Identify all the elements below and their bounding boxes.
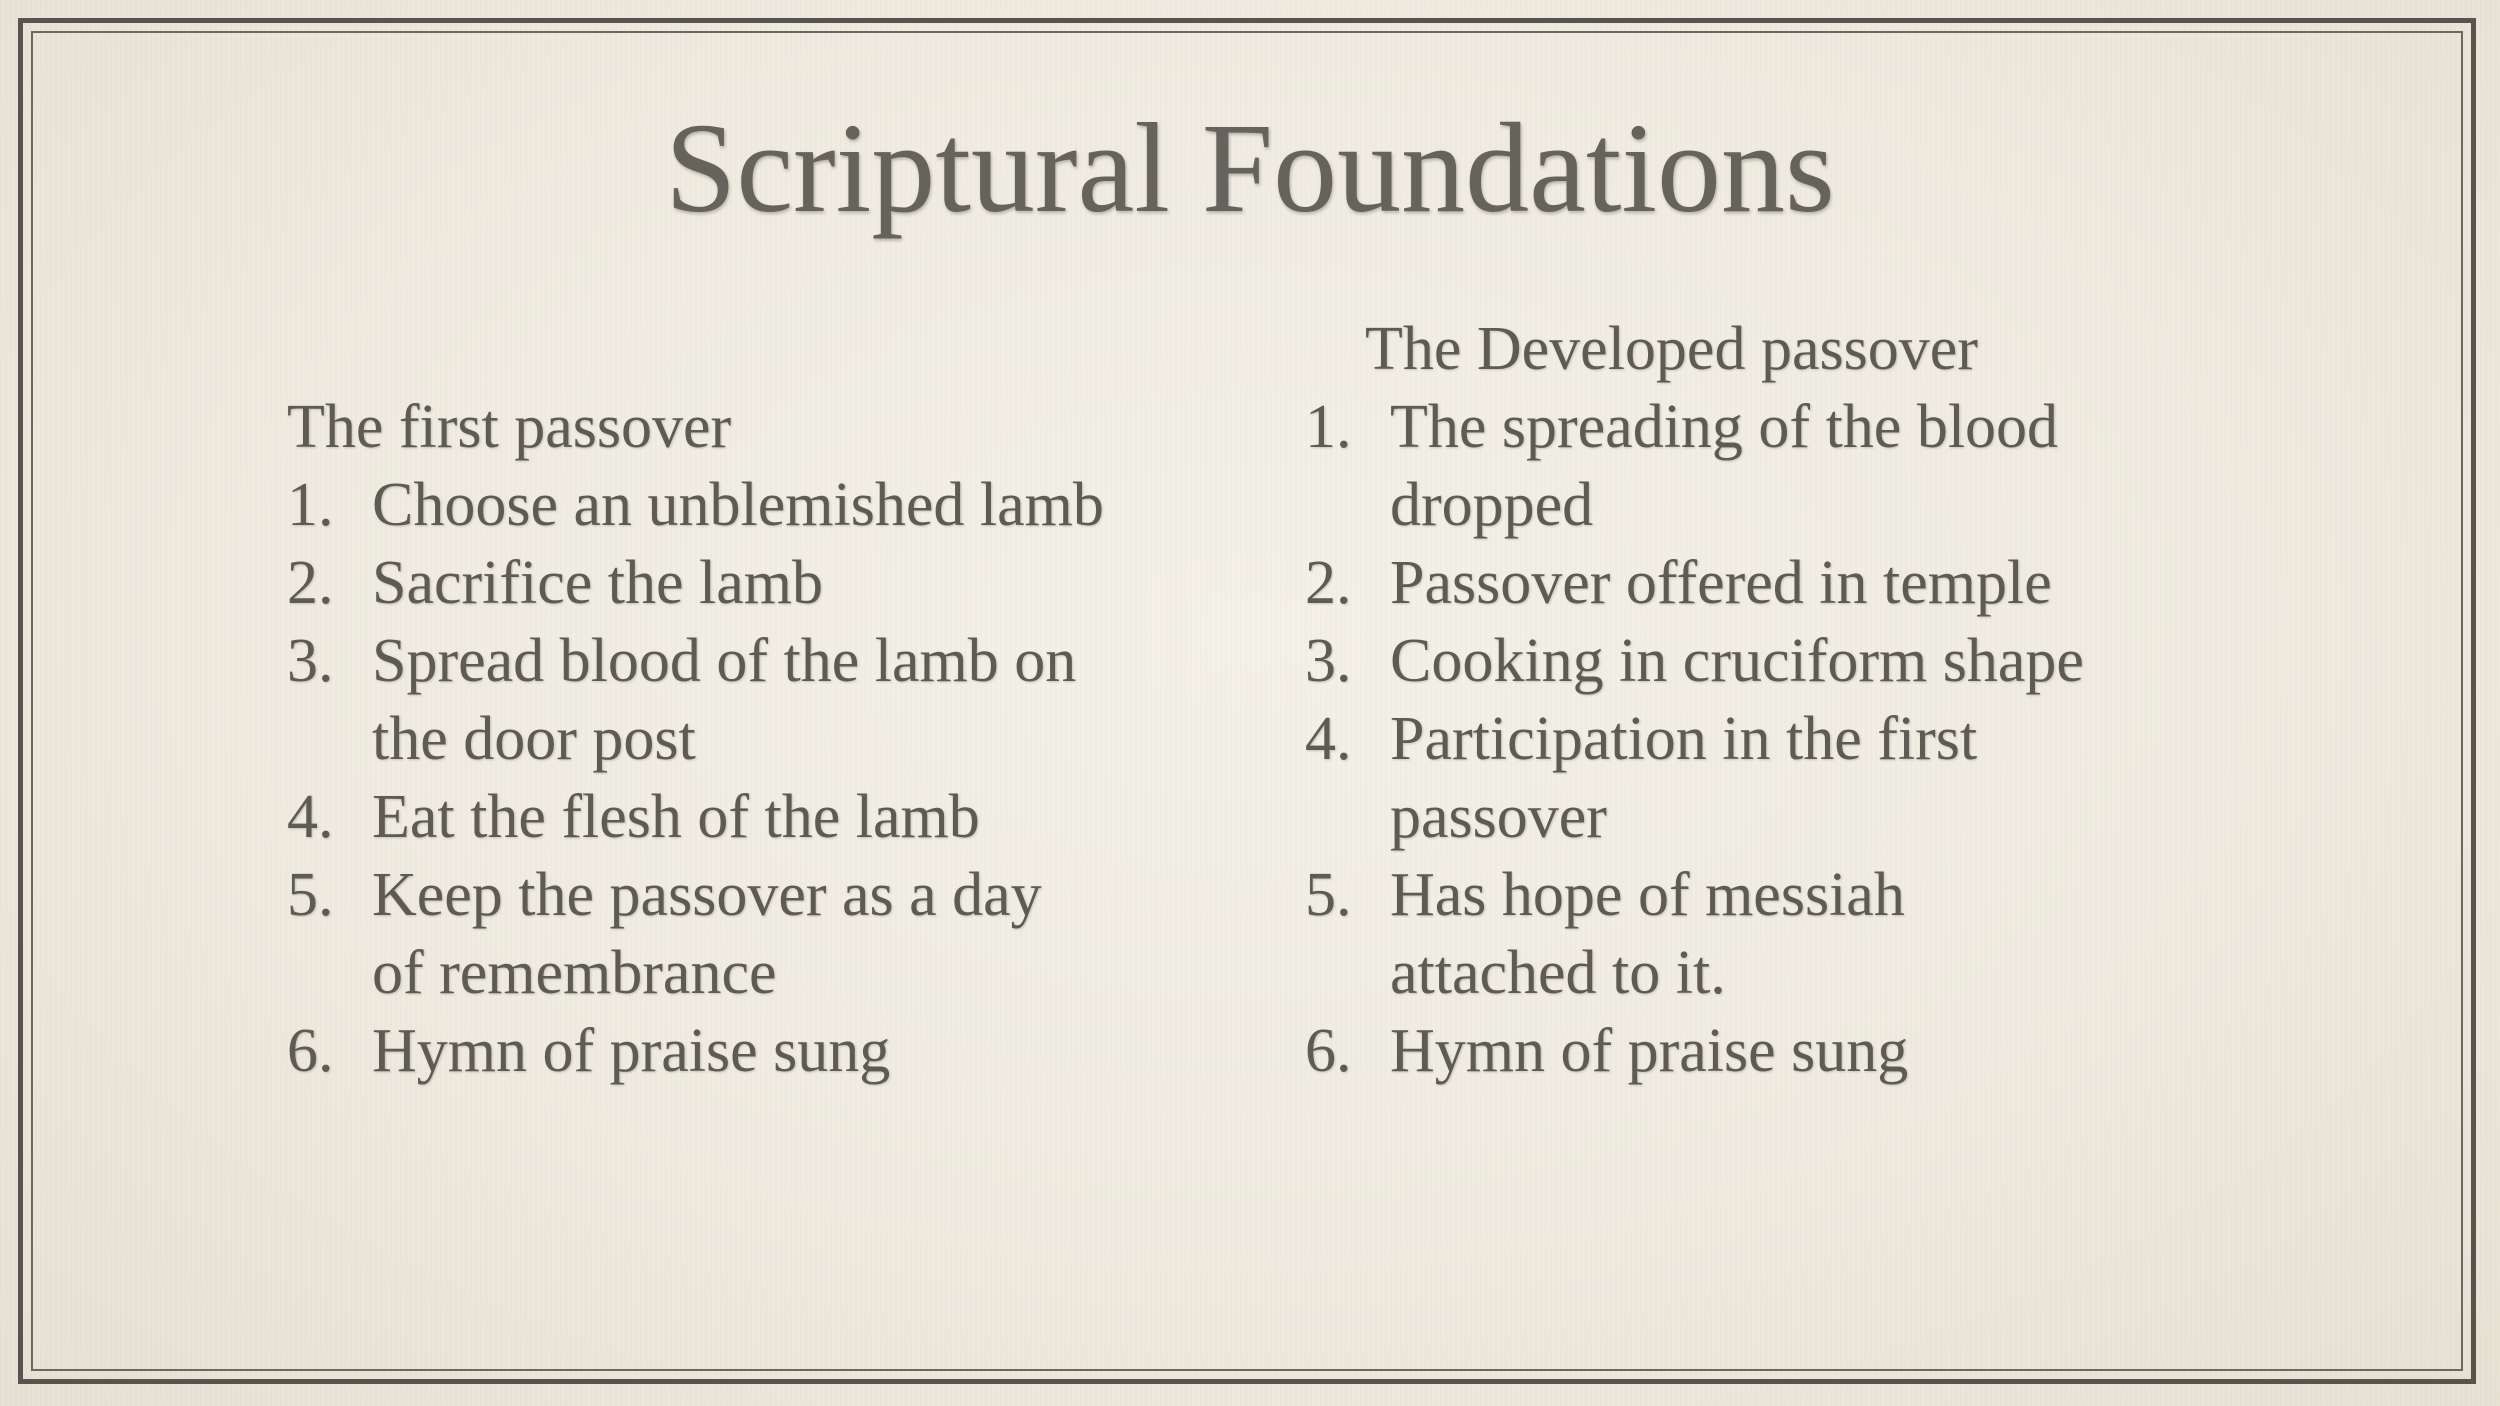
list-number: 1.: [1305, 393, 1352, 461]
list-item: [287, 622, 1107, 778]
list-item: [1305, 544, 2125, 622]
list-item: [287, 466, 1107, 544]
list-item: [287, 1012, 1107, 1090]
list-number: 3.: [287, 627, 334, 695]
list-number: 4.: [1305, 705, 1352, 773]
list-number: 2.: [287, 549, 334, 617]
list-item-text: Choose an unblemished lamb: [372, 471, 1104, 539]
left-column-heading: The first passover: [287, 393, 732, 461]
list-item-text: Cooking in cruciform shape: [1390, 627, 2084, 695]
list-number: 5.: [287, 861, 334, 929]
list-item-text: The spreading of the blood dropped: [1390, 393, 2059, 539]
list-item: [1305, 1012, 2125, 1090]
list-item-text: Keep the passover as a day of remembrance: [372, 861, 1042, 1007]
list-item: [287, 856, 1107, 1012]
list-item: [287, 778, 1107, 856]
list-item: [1305, 622, 2125, 700]
list-number: 3.: [1305, 627, 1352, 695]
right-column-heading: The Developed passover: [1365, 315, 1978, 383]
list-item-text: Participation in the first passover: [1390, 705, 1978, 851]
list-number: 4.: [287, 783, 334, 851]
list-number: 1.: [287, 471, 334, 539]
right-column: [1305, 310, 2125, 1090]
list-item-text: Hymn of praise sung: [1390, 1017, 1909, 1085]
left-column: [287, 388, 1107, 1090]
list-item: [1305, 856, 2125, 1012]
list-number: 6.: [1305, 1017, 1352, 1085]
list-item-text: Sacrifice the lamb: [372, 549, 824, 617]
list-number: 6.: [287, 1017, 334, 1085]
list-number: 2.: [1305, 549, 1352, 617]
list-item: [287, 544, 1107, 622]
right-list: [1305, 388, 2125, 1090]
list-item-text: Hymn of praise sung: [372, 1017, 891, 1085]
left-list: [287, 466, 1107, 1090]
list-item-text: Spread blood of the lamb on the door post: [372, 627, 1077, 773]
slide-title: Scriptural Foundations: [665, 97, 1835, 239]
list-item-text: Has hope of messiah attached to it.: [1390, 861, 1905, 1007]
list-item: [1305, 388, 2125, 544]
list-item: [1305, 700, 2125, 856]
list-item-text: Passover offered in temple: [1390, 549, 2052, 617]
list-number: 5.: [1305, 861, 1352, 929]
list-item-text: Eat the flesh of the lamb: [372, 783, 980, 851]
